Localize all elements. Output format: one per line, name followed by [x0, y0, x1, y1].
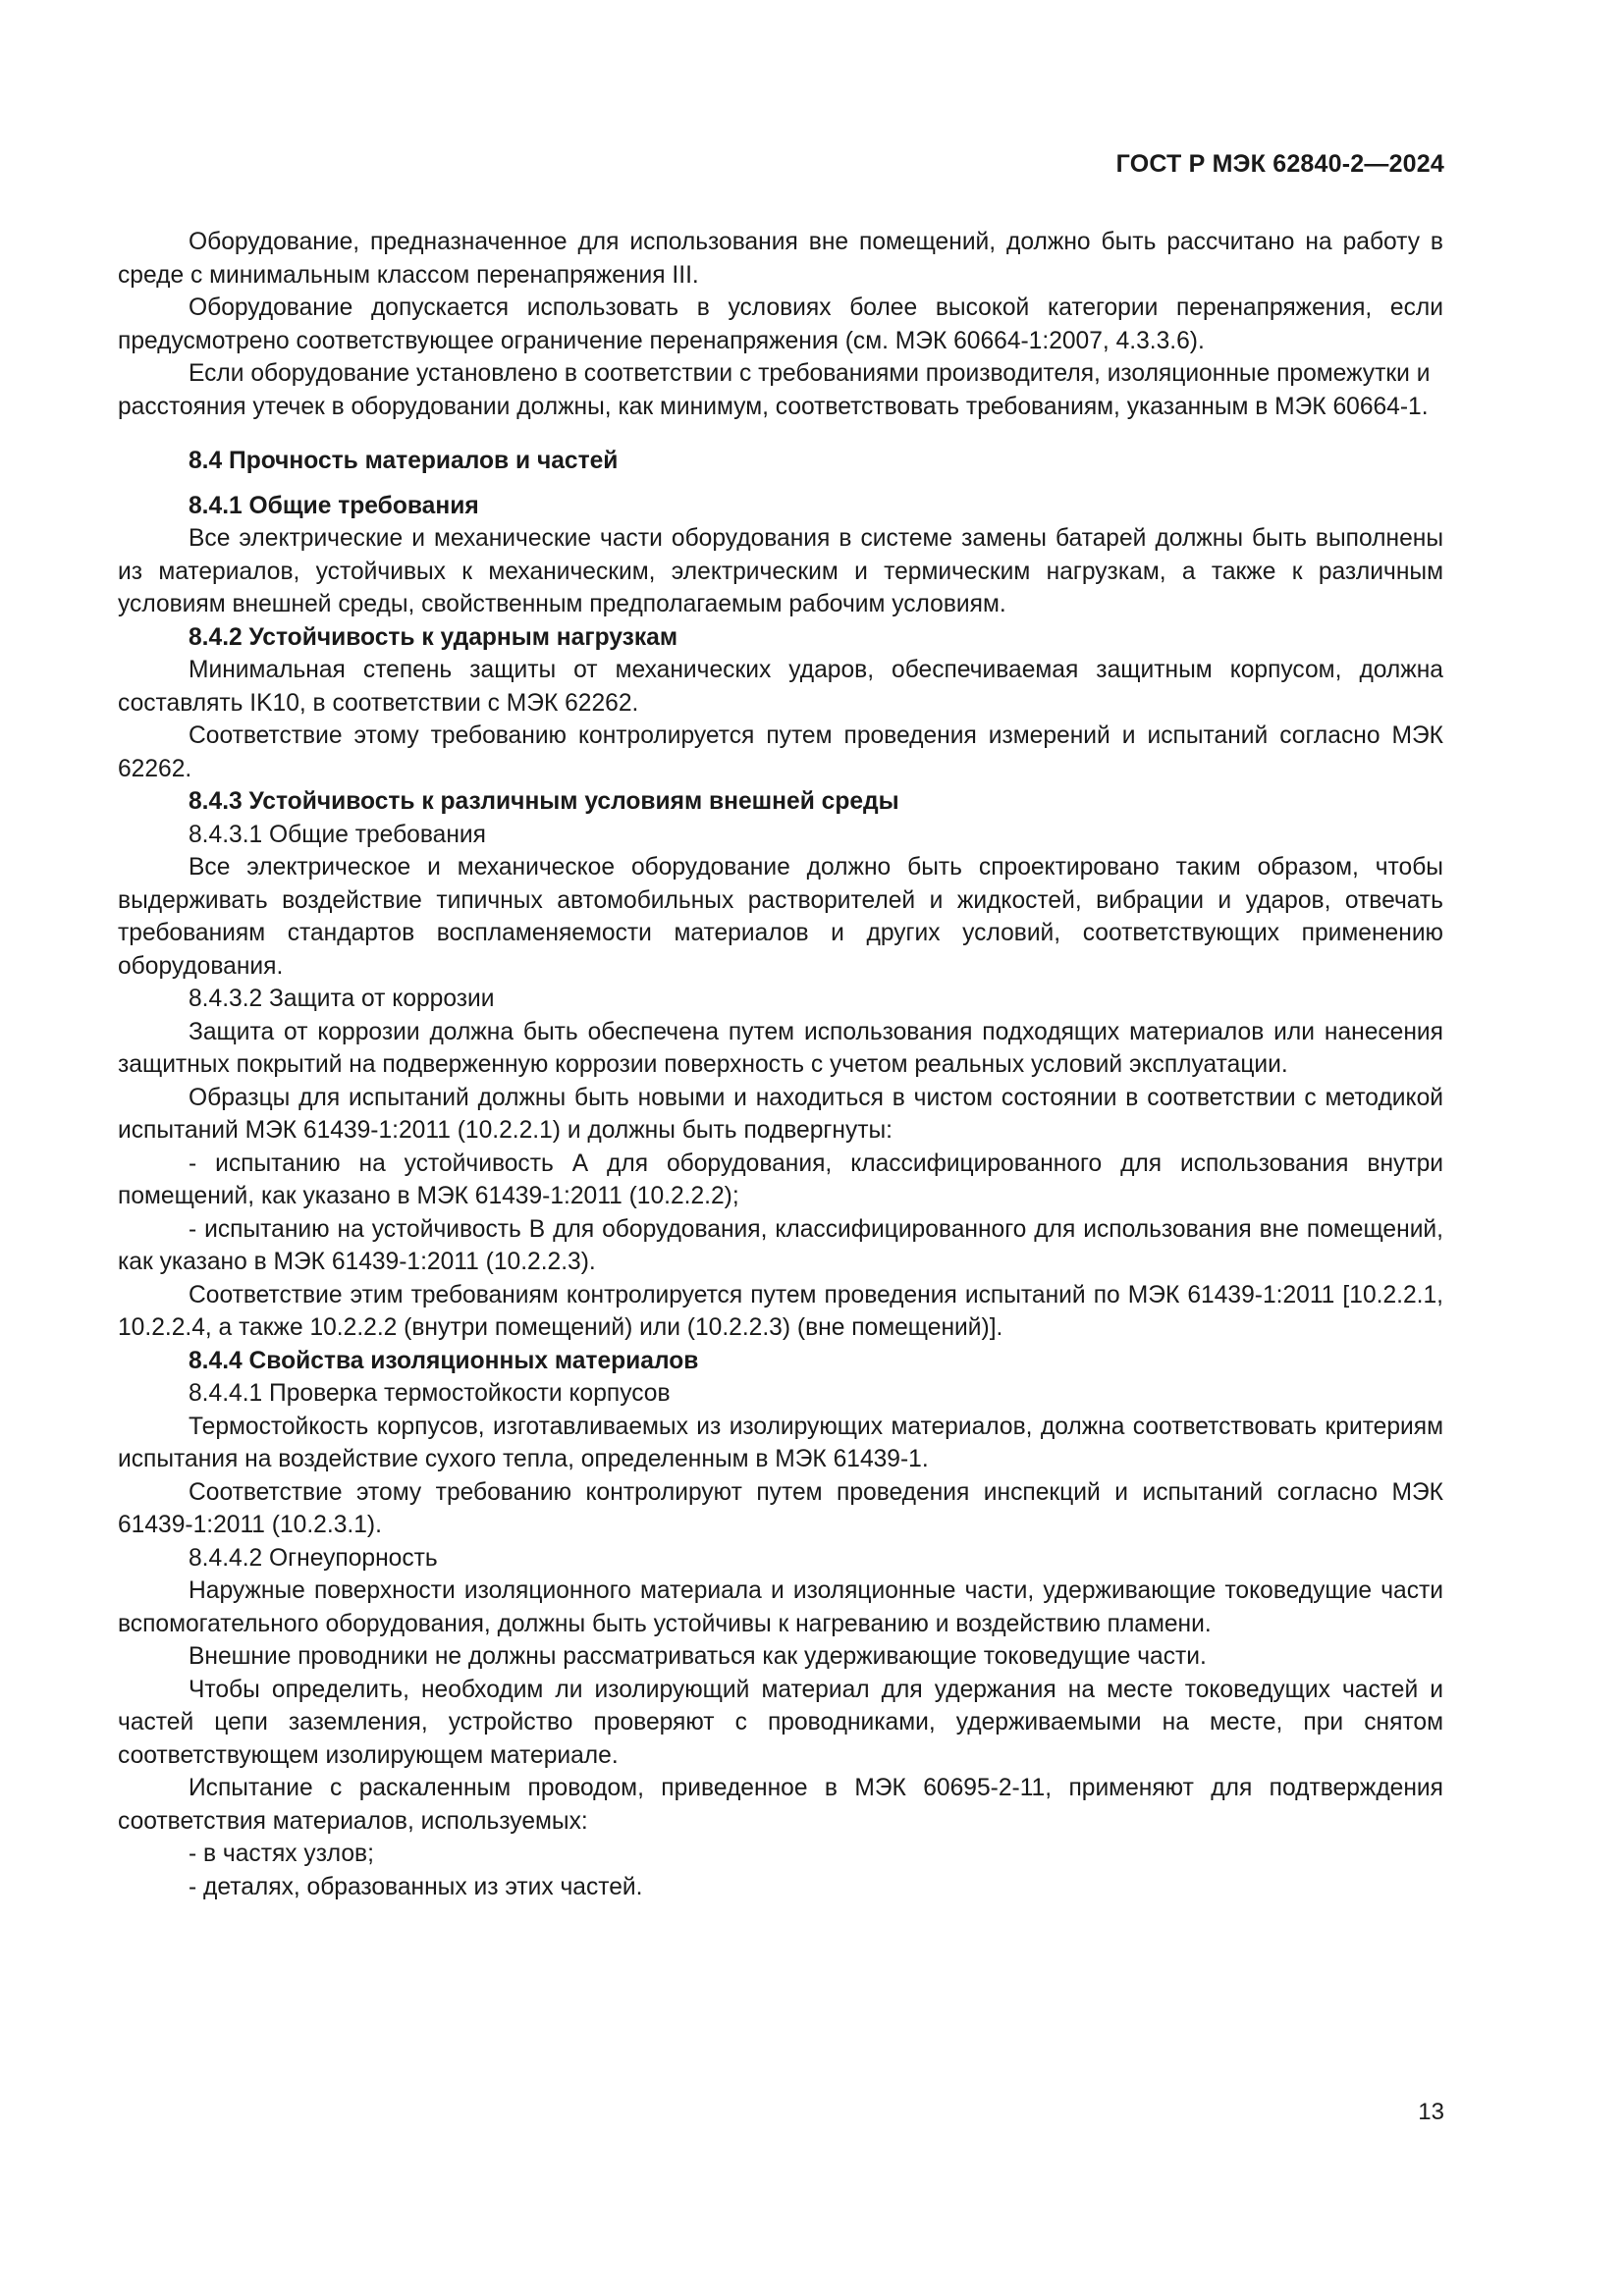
document-body — [118, 226, 1443, 1903]
paragraph: Все электрическое и механическое оборудование должно быть спроектировано таким образом, чтобы выдерживать воздействие типичных автомобильных растворителей и жидкостей, вибрации и ударов, отвечать требованиям стандартов воспламеняемости материалов и других условий, соответствующих применению оборудования. — [118, 854, 1443, 980]
subsection-heading: 8.4.2 Устойчивость к ударным нагрузкам — [189, 623, 678, 651]
section-heading: 8.4 Прочность материалов и частей — [189, 448, 619, 474]
paragraph: Если оборудование установлено в соответствии с требованиями производителя, изоляционные промежутки и расстояния утечек в оборудовании должны, как минимум, соответствовать требованиям, указанным в МЭК 60664-1. — [118, 360, 1431, 420]
subsection-heading: 8.4.1 Общие требования — [189, 492, 479, 519]
list-item: - в частях узлов; — [189, 1841, 374, 1867]
clause-heading: 8.4.4.1 Проверка термостойкости корпусов — [189, 1380, 671, 1407]
paragraph: Соответствие этому требованию контролируют путем проведения инспекций и испытаний согласно МЭК 61439-1:2011 (10.2.3.1). — [118, 1478, 1443, 1538]
list-item: - испытанию на устойчивость А для оборудования, классифицированного для использования внутри помещений, как указано в МЭК 61439-1:2011 (10.2.2.2); — [118, 1149, 1443, 1209]
paragraph: Оборудование допускается использовать в условиях более высокой категории перенапряжения, если предусмотрено соответствующее ограничение перенапряжения (см. МЭК 60664-1:2007, 4.3.3.6). — [118, 294, 1443, 354]
paragraph: Испытание с раскаленным проводом, приведенное в МЭК 60695-2-11, применяют для подтверждения соответствия материалов, используемых: — [118, 1775, 1443, 1835]
paragraph: Защита от коррозии должна быть обеспечена путем использования подходящих материалов или нанесения защитных покрытий на подверженную коррозии поверхность с учетом реальных условий эксплуатации. — [118, 1018, 1443, 1078]
clause-heading: 8.4.3.1 Общие требования — [189, 821, 486, 848]
clause-heading: 8.4.4.2 Огнеупорность — [189, 1544, 438, 1572]
list-item: - испытанию на устойчивость В для оборудования, классифицированного для использования вне помещений, как указано в МЭК 61439-1:2011 (10.2.2.3). — [118, 1215, 1443, 1275]
paragraph: Наружные поверхности изоляционного материала и изоляционные части, удерживающие токоведущие части вспомогательного оборудования, должны быть устойчивы к нагреванию и воздействию пламени. — [118, 1577, 1443, 1637]
subsection-heading: 8.4.3 Устойчивость к различным условиям внешней среды — [189, 788, 899, 815]
paragraph: Соответствие этому требованию контролируется путем проведения измерений и испытаний согласно МЭК 62262. — [118, 722, 1443, 782]
paragraph: Образцы для испытаний должны быть новыми и находиться в чистом состоянии в соответствии с методикой испытаний МЭК 61439-1:2011 (10.2.2.1) и должны быть подвергнуты: — [118, 1084, 1443, 1144]
paragraph: Соответствие этим требованиям контролируется путем проведения испытаний по МЭК 61439-1:2011 [10.2.2.1, 10.2.2.4, а также 10.2.2.2 (внутри помещений) или (10.2.2.3) (вне помещений)]. — [118, 1281, 1443, 1341]
document-designation: ГОСТ Р МЭК 62840-2—2024 — [1115, 150, 1444, 178]
paragraph: Чтобы определить, необходим ли изолирующий материал для удержания на месте токоведущих частей и частей цепи заземления, устройство проверяют с проводниками, удерживаемыми на месте, при снятом соответствующем изолирующем материале. — [118, 1676, 1443, 1769]
paragraph: Оборудование, предназначенное для использования вне помещений, должно быть рассчитано на работу в среде с минимальным классом перенапряжения III. — [118, 229, 1443, 289]
paragraph: Минимальная степень защиты от механических ударов, обеспечиваемая защитным корпусом, должна составлять IK10, в соответствии с МЭК 62262. — [118, 657, 1443, 717]
page-number: 13 — [1418, 2099, 1444, 2125]
paragraph: Все электрические и механические части оборудования в системе замены батарей должны быть выполнены из материалов, устойчивых к механическим, электрическим и термическим нагрузкам, а также к различным условиям внешней среды, свойственным предполагаемым рабочим условиям. — [118, 525, 1443, 617]
list-item: - деталях, образованных из этих частей. — [189, 1873, 643, 1900]
paragraph: Внешние проводники не должны рассматриваться как удерживающие токоведущие части. — [189, 1643, 1207, 1670]
subsection-heading: 8.4.4 Свойства изоляционных материалов — [189, 1347, 699, 1374]
paragraph: Термостойкость корпусов, изготавливаемых из изолирующих материалов, должна соответствовать критериям испытания на воздействие сухого тепла, определенным в МЭК 61439-1. — [118, 1413, 1443, 1472]
clause-heading: 8.4.3.2 Защита от коррозии — [189, 986, 495, 1012]
